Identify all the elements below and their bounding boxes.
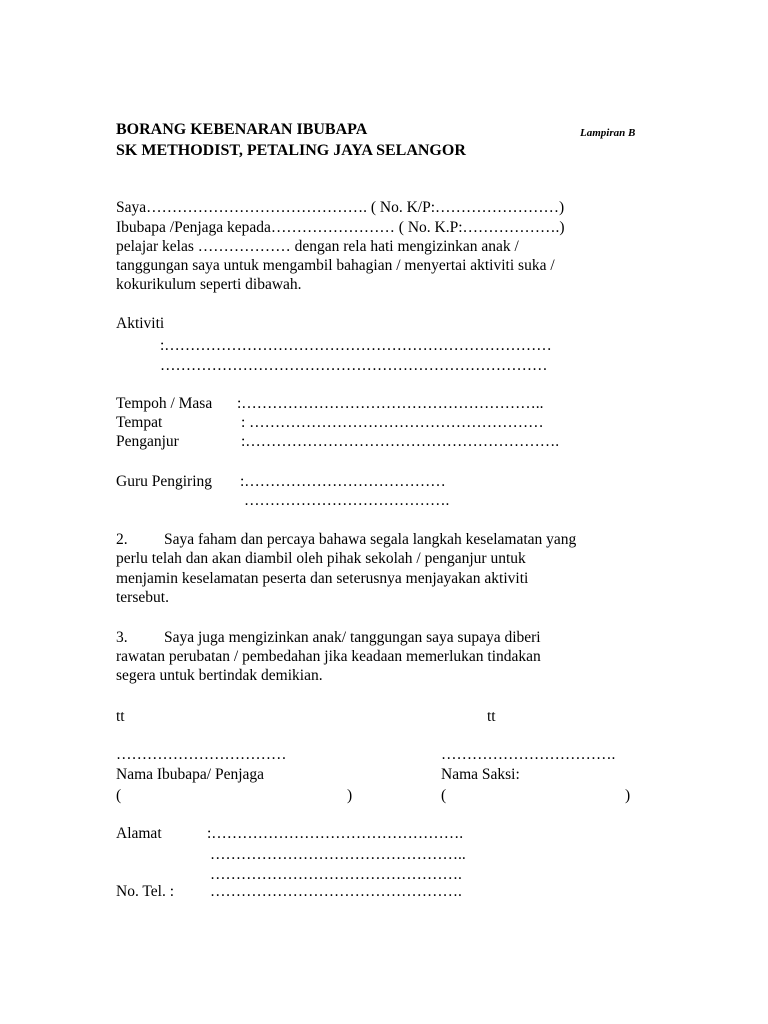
para3-line-3: segera untuk bertindak demikian. (116, 667, 323, 684)
witness-name-label: Nama Saksi: (441, 766, 520, 783)
para2-line-3: menjamin keselamatan peserta dan seterusnya menjayakan aktiviti (116, 570, 529, 587)
tempoh-value: :………………………………………………….. (237, 395, 544, 412)
tel-value: …………………………………………. (210, 883, 462, 900)
para2-line-4: tersebut. (116, 589, 169, 606)
parent-signature-line: …………………………… (116, 746, 287, 763)
witness-paren-close: ) (625, 787, 631, 804)
intro-line-ibubapa: Ibubapa /Penjaga kepada…………………… ( No. K.P:……………….) (116, 219, 565, 236)
aktiviti-label: Aktiviti (116, 315, 165, 332)
guru-pengiring-line-1: :………………………………… (240, 473, 446, 490)
alamat-label: Alamat (116, 825, 162, 842)
tempat-value: : ………………………………………………… (241, 414, 544, 431)
para2-line-2: perlu telah dan akan diambil oleh pihak sekolah / penganjur untuk (116, 550, 526, 567)
tel-label: No. Tel. : (116, 883, 175, 900)
parent-name-label: Nama Ibubapa/ Penjaga (116, 766, 265, 783)
guru-pengiring-line-2: …………………………………. (244, 492, 450, 509)
parent-paren-open: ( (116, 787, 122, 804)
intro-line-tanggungan: tanggungan saya untuk mengambil bahagian / menyertai aktiviti suka / (116, 257, 555, 274)
witness-tt-label: tt (487, 708, 496, 725)
parent-tt-label: tt (116, 708, 125, 725)
witness-signature-line: ……………………………. (441, 746, 616, 763)
para3-line-2: rawatan perubatan / pembedahan jika keadaan memerlukan tindakan (116, 648, 541, 665)
aktiviti-line-2: ………………………………………………………………… (160, 357, 548, 374)
alamat-line-1: :…………………………………………. (207, 825, 464, 842)
lampiran-label: Lampiran B (580, 127, 636, 139)
para2-line-1: Saya faham dan percaya bahawa segala langkah keselamatan yang (164, 531, 577, 548)
school-name: SK METHODIST, PETALING JAYA SELANGOR (116, 142, 466, 159)
intro-line-saya: Saya……………………………………. ( No. K/P:……………………) (116, 199, 565, 216)
form-title: BORANG KEBENARAN IBUBAPA (116, 121, 368, 138)
intro-line-kokurikulum: kokurikulum seperti dibawah. (116, 276, 302, 293)
tempoh-label: Tempoh / Masa (116, 395, 213, 412)
tempat-label: Tempat (116, 414, 163, 431)
penganjur-label: Penganjur (116, 433, 179, 450)
alamat-line-3: …………………………………………. (210, 866, 462, 883)
parent-paren-close: ) (347, 787, 353, 804)
aktiviti-line-1: :………………………………………………………………… (160, 337, 552, 354)
intro-line-pelajar: pelajar kelas ……………… dengan rela hati mengizinkan anak / (116, 238, 519, 255)
para3-line-1: Saya juga mengizinkan anak/ tanggungan saya supaya diberi (164, 629, 541, 646)
para3-number: 3. (116, 629, 128, 646)
guru-pengiring-label: Guru Pengiring (116, 473, 213, 490)
penganjur-value: :……………………………………………………. (241, 433, 560, 450)
para2-number: 2. (116, 531, 128, 548)
alamat-line-2: ………………………………………….. (210, 846, 466, 863)
witness-paren-open: ( (441, 787, 447, 804)
